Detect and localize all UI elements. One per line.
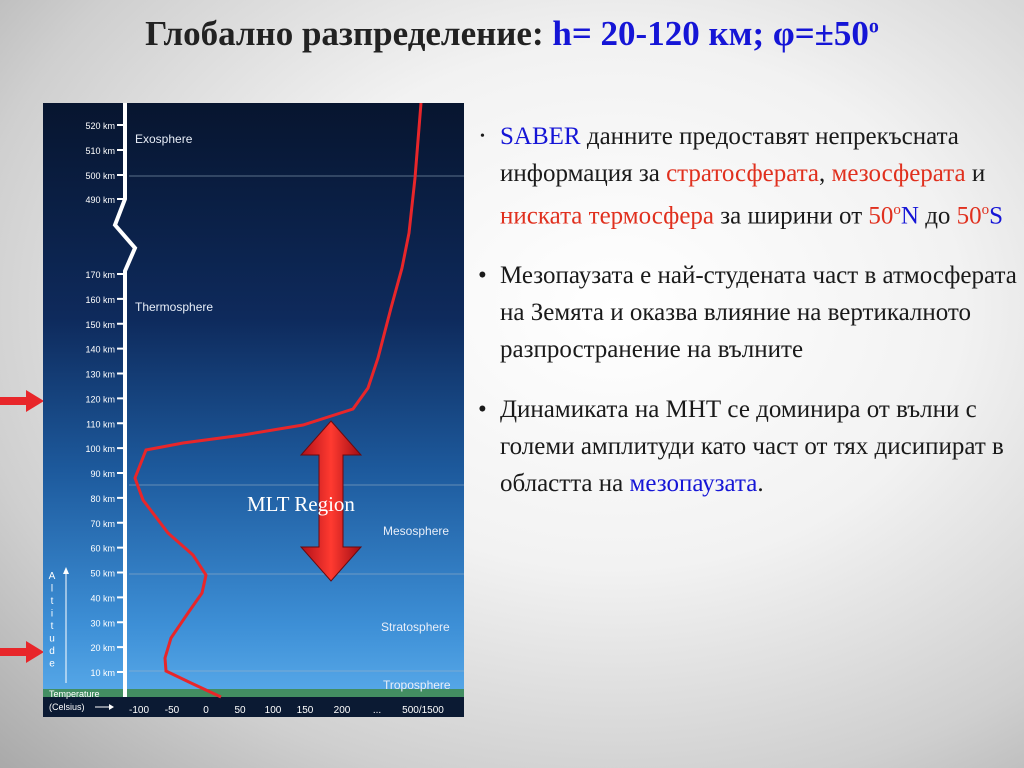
title-main: Глобално разпределение: — [145, 14, 544, 53]
bullet-dot: • — [480, 129, 485, 144]
title-params: h= 20-120 км; $\varphi=\pm 50^o$ — [552, 14, 879, 53]
altitude-tick-label: 20 km — [90, 643, 115, 654]
temperature-tick-label: 150 — [296, 705, 314, 716]
layer-thermosphere: Thermosphere — [135, 300, 214, 314]
altitude-tick-label: 90 km — [90, 469, 115, 479]
altitude-tick-label: 60 km — [90, 543, 115, 554]
altitude-letter: d — [49, 646, 55, 657]
bullet-dot: • — [478, 262, 487, 290]
altitude-tick-label: 110 km — [86, 419, 115, 430]
mlt-region-label: MLT Region — [247, 492, 355, 516]
altitude-tick-label: 140 km — [85, 344, 115, 355]
layer-mesosphere: Mesosphere — [383, 524, 450, 538]
page-title — [0, 14, 1024, 54]
altitude-tick-label: 30 km — [90, 618, 115, 629]
altitude-tick-label: 500 km — [85, 171, 115, 181]
altitude-tick-label: 160 km — [85, 294, 115, 305]
altitude-tick-label: 150 km — [85, 319, 115, 330]
altitude-tick-label: 10 km — [90, 668, 115, 678]
layer-stratosphere: Stratosphere — [381, 620, 450, 634]
temperature-tick-label: 500/1500 — [402, 705, 444, 716]
altitude-tick-label: 490 km — [85, 195, 115, 205]
temperature-tick-label: 50 — [234, 705, 246, 716]
altitude-letter: u — [49, 633, 55, 645]
altitude-tick-label: 40 km — [90, 593, 115, 604]
celsius-label: (Celsius) — [49, 702, 85, 712]
arrow-right-icon — [0, 389, 44, 413]
layer-exosphere: Exosphere — [135, 132, 193, 146]
temperature-tick-label: -100 — [128, 705, 150, 716]
altitude-letter: i — [50, 608, 54, 620]
altitude-tick-label: 70 km — [90, 518, 115, 529]
bullet-list — [478, 118, 1018, 525]
arrow-right-icon — [0, 640, 44, 664]
altitude-tick-label: 510 km — [85, 146, 115, 156]
altitude-letter: A — [48, 571, 56, 582]
temperature-tick-label: ... — [372, 705, 382, 716]
bullet-saber: • SABER данните предоставят непрекъсната информация за стратосферата, мезосферата и ниската термосфера за ширини от 50$^o$N до 50$^o$S — [478, 118, 1018, 234]
temperature-tick-label: 200 — [333, 705, 351, 716]
altitude-letter: e — [49, 658, 55, 670]
altitude-letter: t — [50, 621, 54, 632]
atmosphere-temperature-figure — [43, 103, 464, 717]
altitude-tick-label: 520 km — [85, 121, 115, 131]
altitude-tick-label: 80 km — [90, 493, 115, 504]
altitude-tick-label: 170 km — [85, 270, 115, 280]
altitude-letter: t — [50, 596, 54, 607]
bullet-dot: • — [478, 396, 487, 424]
layer-troposphere: Troposphere — [383, 678, 451, 692]
bullet-dynamics: • Динамиката на МНТ се доминира от вълни с големи амплитуди като част от тях дисипират в областта на мезопаузата. — [478, 391, 1018, 502]
bullet-mesopause: • Мезопаузата е най-студената част в атмосферата на Земята и оказва влияние на вертикалното разпространение на вълните — [478, 257, 1018, 368]
temperature-tick-label: -50 — [164, 705, 180, 716]
altitude-tick-label: 50 km — [90, 568, 115, 579]
altitude-tick-label: 100 km — [85, 444, 115, 455]
temperature-tick-label: 100 — [264, 705, 282, 716]
altitude-tick-label: 130 km — [85, 369, 115, 380]
altitude-letter: l — [50, 583, 54, 595]
altitude-tick-label: 120 km — [85, 394, 115, 405]
atmosphere-profile-chart — [43, 103, 464, 717]
temperature-label: Temperature — [49, 689, 100, 699]
temperature-tick-label: 0 — [203, 705, 209, 716]
